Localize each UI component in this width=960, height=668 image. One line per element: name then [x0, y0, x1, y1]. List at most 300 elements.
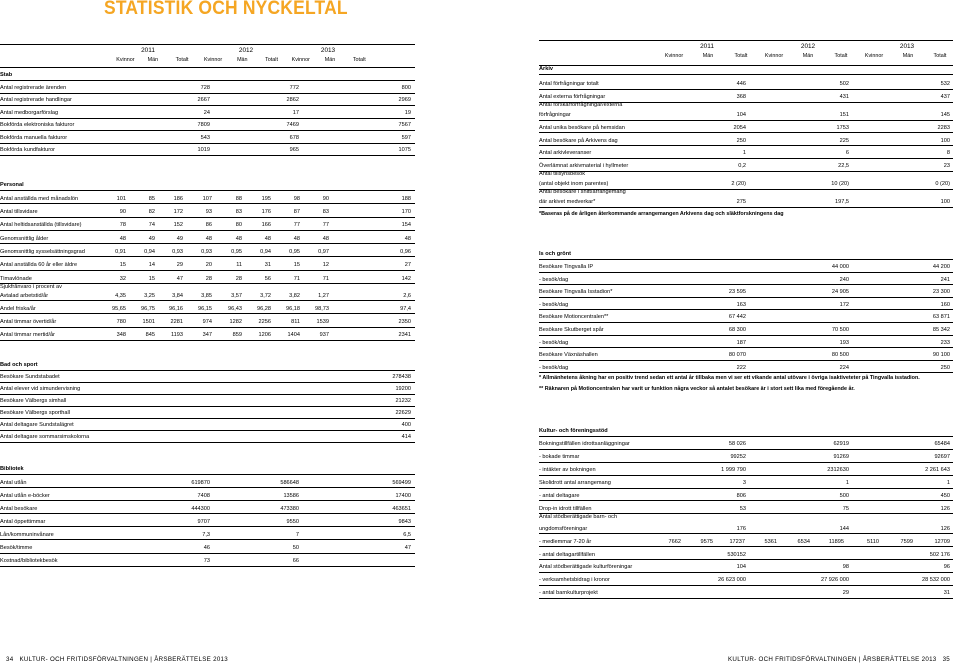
table-cell: 90: [119, 209, 126, 215]
table-cell: 176: [736, 525, 746, 532]
table-cell: 48: [322, 235, 329, 242]
row-label: - besök/dag: [539, 339, 569, 346]
row-label: Besökare Välbergs sporthall: [0, 410, 70, 417]
table-cell: 46: [203, 545, 210, 551]
table-cell: 2,6: [403, 292, 411, 299]
table-cell: 463651: [392, 505, 411, 512]
year-label: 2011: [141, 47, 155, 54]
table-cell: 48: [235, 235, 242, 242]
table-cell: 0 (20): [935, 181, 950, 188]
row-label: Besökare Välbergs simhall: [0, 398, 67, 405]
table-cell: 47: [176, 275, 183, 282]
table-row: [539, 309, 953, 323]
table-cell: 126: [940, 525, 950, 532]
row-label: Antal tillsynsbesök: [539, 171, 586, 178]
table-cell: 24 905: [831, 289, 849, 296]
table-cell: 100: [940, 199, 950, 206]
table-cell: 3,57: [231, 292, 242, 299]
row-label: Antal timmar övertid/år: [0, 319, 57, 326]
table-cell: 7599: [900, 538, 913, 545]
table-row: [539, 347, 953, 361]
table-cell: 23 595: [728, 289, 746, 296]
table-cell: 56: [264, 275, 271, 282]
row-label: Antal utlån: [0, 479, 27, 486]
table-cell: 85: [148, 195, 155, 202]
gender-col-label: Män: [237, 57, 248, 63]
table-cell: 6534: [797, 538, 810, 545]
row-label: Drop-in idrott tillfällen: [539, 505, 592, 512]
table-cell: 96,28: [257, 305, 271, 312]
table-cell: 2 261 643: [925, 467, 950, 474]
table-cell: 250: [940, 364, 950, 371]
table-cell: 278438: [392, 374, 411, 381]
table-cell: 78: [119, 222, 126, 229]
gender-col-label: Kvinnor: [203, 57, 223, 63]
page-number-right: 35: [942, 656, 951, 663]
table-row: [539, 436, 953, 450]
row-label: Skolidrott antal arrangemang: [539, 479, 611, 486]
table-cell: 9550: [286, 518, 299, 525]
table-cell: 90: [322, 195, 329, 202]
table-cell: 23 300: [932, 289, 950, 296]
table-cell: 97,4: [400, 305, 411, 312]
table-cell: 145: [940, 112, 950, 118]
table-cell: 2350: [398, 319, 411, 326]
table-cell: 4,35: [115, 292, 126, 299]
table-cell: 22,5: [838, 163, 849, 170]
table-cell: 7408: [197, 492, 210, 499]
table-cell: 28: [205, 275, 212, 282]
table-cell: 151: [839, 112, 849, 118]
table-row: [0, 487, 415, 501]
table-cell: 104: [736, 564, 746, 571]
row-label: Överlämnat arkivmaterial i hyllmeter: [539, 163, 629, 170]
table-cell: 502: [839, 81, 849, 88]
table-cell: 48: [205, 235, 212, 242]
table-row: [539, 360, 953, 374]
table-cell: 48: [119, 235, 126, 242]
section-title: Bad och sport: [0, 362, 38, 369]
table-row: [0, 217, 415, 231]
table-cell: 23: [943, 163, 950, 170]
table-cell: 24: [203, 109, 210, 116]
table-row: [539, 171, 953, 190]
table-cell: 619870: [191, 479, 210, 486]
table-cell: 368: [736, 94, 746, 100]
table-cell: 104: [736, 112, 746, 118]
table-row: [539, 322, 953, 336]
table-row: [539, 475, 953, 489]
table-cell: 154: [401, 222, 411, 229]
table-row: [0, 513, 415, 527]
table-cell: 31: [264, 262, 271, 269]
table-cell: 142: [401, 275, 411, 282]
table-row: [0, 283, 415, 301]
table-row: [539, 189, 953, 208]
table-cell: 86: [205, 222, 212, 229]
gender-col-label: Totalt: [352, 57, 366, 63]
table-cell: 29: [842, 590, 849, 597]
table-cell: 90 100: [932, 352, 950, 359]
table-cell: 965: [289, 147, 299, 154]
gender-col-label: Kvinnor: [116, 57, 135, 63]
table-cell: 1501: [142, 319, 155, 326]
table-cell: 107: [202, 195, 212, 202]
table-cell: 20: [205, 262, 212, 269]
table-cell: 7567: [398, 122, 411, 129]
table-cell: 26 623 000: [718, 577, 746, 584]
table-cell: 98: [842, 564, 849, 571]
section-header: [539, 64, 953, 75]
table-row: [539, 297, 953, 311]
row-label: Lån/kommuninvånare: [0, 531, 54, 538]
table-row: [0, 93, 415, 107]
gender-col-label: Kvinnor: [864, 53, 884, 59]
table-cell: 6,5: [403, 531, 411, 538]
row-label-line2: ungdomsföreningar: [539, 525, 588, 532]
table-cell: 3,84: [172, 292, 183, 299]
section-title: Personal: [0, 182, 24, 189]
table-cell: 15: [119, 262, 126, 269]
table-row: [539, 501, 953, 515]
row-label: Antal forskarförfrågningar/externa: [539, 102, 623, 108]
table-cell: 152: [173, 222, 183, 229]
row-label: Besökare Tingvalla Isstadion*: [539, 289, 613, 296]
footer-left: [6, 656, 228, 663]
gender-col-label: Kvinnor: [291, 57, 310, 63]
table-cell: 10 (20): [831, 181, 849, 188]
row-label: Timavlönade: [0, 275, 32, 282]
table-cell: 1,27: [318, 292, 329, 299]
row-label: Besökare Tingvalla IP: [539, 264, 594, 270]
row-label: Antal besökare på Arkivens dag: [539, 137, 618, 144]
table-cell: 197,5: [835, 199, 849, 206]
row-label: - antal deltagartillfällen: [539, 551, 595, 558]
row-label: - bokade timmar: [539, 454, 580, 461]
table-row: [539, 462, 953, 476]
table-cell: 8: [946, 150, 950, 157]
table-cell: 80 070: [728, 352, 746, 359]
table-cell: 186: [173, 195, 183, 202]
table-row: [539, 259, 953, 273]
page-title: STATISTIK OCH NYCKELTAL: [104, 0, 348, 19]
table-cell: 11: [236, 262, 242, 269]
row-label: - antal deltagare: [539, 492, 580, 499]
table-cell: 3: [742, 479, 746, 486]
row-label: Bokförda manuella fakturor: [0, 134, 68, 141]
table-row: [0, 130, 415, 144]
row-label: Antal öppettimmar: [0, 518, 46, 525]
table-cell: 63 871: [932, 314, 950, 321]
table-cell: 82: [148, 209, 155, 215]
table-cell: 188: [401, 195, 411, 202]
table-row: [0, 230, 415, 244]
table-cell: 414: [401, 434, 411, 441]
table-row: [539, 585, 953, 599]
table-cell: 88: [235, 195, 242, 202]
table-cell: 780: [116, 319, 126, 326]
table-row: [539, 488, 953, 502]
table-row: [0, 203, 415, 217]
table-cell: 87: [293, 209, 300, 215]
row-label: Besökare Motioncentralen**: [539, 314, 609, 321]
table-cell: 100: [940, 137, 950, 144]
left-statistics-table: [0, 44, 415, 604]
row-label: Genomsnittlig sysselsättningsgrad: [0, 248, 85, 255]
year-label: 2012: [238, 47, 254, 54]
row-label: Antal arkivleveranser: [539, 150, 592, 157]
table-cell: 233: [940, 339, 950, 346]
table-cell: 5361: [764, 538, 777, 545]
row-label: Andel friska/år: [0, 305, 36, 312]
row-label: Antal externa förfrågningar: [539, 94, 606, 100]
table-cell: 1075: [398, 147, 411, 154]
row-label: Antal timmar mertid/år: [0, 332, 56, 339]
table-row: [539, 572, 953, 586]
row-label: - antal barnkulturprojekt: [539, 590, 598, 597]
footer-left-text: KULTUR- OCH FRITIDSFÖRVALTNINGEN | ÅRSBERÄTTELSE 2013: [19, 656, 229, 663]
table-cell: 80: [235, 222, 242, 229]
gender-col-label: Män: [702, 53, 714, 59]
year-header: [539, 40, 953, 66]
table-row: [0, 80, 415, 94]
row-label: Bokförda elektroniska fakturor: [0, 122, 75, 129]
table-cell: 728: [200, 84, 210, 91]
row-label: - besök/dag: [539, 276, 569, 283]
table-cell: 75: [842, 505, 849, 512]
table-cell: 27: [404, 262, 411, 269]
table-cell: 163: [736, 301, 746, 308]
table-cell: 974: [202, 319, 212, 326]
table-cell: 99252: [730, 454, 746, 461]
table-row: [0, 500, 415, 514]
table-cell: 144: [839, 525, 849, 532]
table-cell: 859: [232, 332, 242, 339]
table-cell: 0,2: [738, 163, 746, 170]
table-cell: 93: [205, 209, 212, 215]
row-label-line2: förfrågningar: [539, 112, 571, 118]
table-cell: 800: [401, 84, 411, 91]
table-cell: 172: [173, 209, 183, 215]
footnote: *Baseras på de årligen återkommande arrangemangen Arkivens dag och släktforskningens dag: [539, 210, 784, 217]
table-cell: 3,72: [260, 292, 271, 299]
table-cell: 0,94: [144, 248, 155, 255]
table-cell: 193: [839, 339, 849, 346]
table-cell: 48: [404, 235, 411, 242]
table-cell: 19: [404, 109, 411, 116]
table-cell: 2312630: [827, 467, 849, 474]
table-cell: 28 532 000: [922, 577, 950, 584]
table-cell: 530152: [727, 551, 746, 558]
table-row: [0, 300, 415, 314]
table-cell: 17: [292, 109, 299, 116]
table-cell: 0,95: [289, 248, 300, 255]
section-title: Bibliotek: [0, 466, 24, 473]
table-cell: 845: [145, 332, 155, 339]
table-cell: 96,15: [198, 305, 212, 312]
table-cell: 49: [176, 235, 183, 242]
row-label: Antal registrerade ärenden: [0, 84, 67, 91]
row-label: - medlemmar 7-20 år: [539, 538, 592, 545]
table-row: [539, 449, 953, 463]
row-label-line2: Avtalad arbetstid/år: [0, 292, 49, 299]
table-cell: 73: [203, 558, 210, 565]
table-cell: 48: [293, 235, 300, 242]
table-cell: 225: [839, 137, 849, 144]
table-cell: 811: [291, 319, 300, 326]
table-cell: 7809: [197, 122, 210, 129]
table-cell: 48: [264, 235, 271, 242]
table-cell: 241: [940, 276, 950, 283]
table-cell: 27 926 000: [821, 577, 849, 584]
table-cell: 431: [839, 94, 849, 100]
row-label: Antal förfrågningar totalt: [539, 81, 599, 88]
right-statistics-table: [539, 40, 953, 600]
table-cell: 444300: [191, 505, 210, 512]
footnote: * Allmänhetens åkning har en positiv trend sedan ett antal år tillbaka men vi ser ett vikande antal utövare i övriga isaktiveteter på Tingvalla isstadion.: [539, 375, 920, 382]
table-cell: 450: [940, 492, 950, 499]
table-cell: 0,93: [201, 248, 212, 255]
table-cell: 85 342: [932, 327, 950, 333]
row-label: Bokförda kundfakturor: [0, 147, 56, 154]
gender-col-label: Totalt: [834, 53, 848, 59]
table-cell: 1019: [197, 147, 210, 154]
table-cell: 80 500: [831, 352, 849, 359]
row-label: Sjukfrånvaro i procent av: [0, 283, 62, 290]
section-title: Is och grönt: [539, 251, 572, 258]
gender-col-label: Män: [147, 57, 159, 63]
table-row: [539, 335, 953, 349]
table-cell: 195: [261, 195, 271, 202]
row-label: - intäkter av bokningen: [539, 467, 596, 474]
table-cell: 678: [289, 134, 299, 141]
table-cell: 347: [202, 332, 212, 339]
table-cell: 0,91: [115, 248, 126, 255]
table-cell: 1193: [170, 332, 183, 339]
section-title: Kultur- och föreningsstöd: [539, 428, 608, 435]
table-cell: 15: [148, 275, 155, 282]
table-cell: 53: [739, 505, 746, 512]
table-row: [539, 89, 953, 103]
gender-col-label: Män: [802, 53, 814, 59]
table-cell: 0,95: [231, 248, 242, 255]
table-cell: 1404: [287, 332, 300, 339]
table-cell: 400: [401, 422, 411, 429]
table-row: [539, 145, 953, 159]
table-cell: 58 026: [728, 441, 746, 448]
table-cell: 96,18: [286, 305, 300, 312]
table-cell: 222: [736, 364, 746, 371]
row-label: - besök/dag: [539, 301, 569, 308]
gender-col-label: Totalt: [734, 53, 748, 59]
row-label: Antal elever vid simundervisning: [0, 386, 81, 393]
table-row: [539, 284, 953, 298]
table-row: [0, 540, 415, 554]
table-cell: 772: [289, 84, 299, 91]
table-cell: 62919: [833, 441, 849, 448]
table-cell: 101: [116, 195, 126, 202]
footnote: ** Räknaren på Motioncentralen har varit ur funktion några veckor så antalet besökare är i stort sett lika med föregående år.: [539, 386, 855, 393]
table-cell: 68 300: [728, 327, 746, 333]
table-cell: 166: [261, 222, 271, 229]
table-cell: 22629: [395, 410, 411, 417]
table-cell: 348: [116, 332, 126, 339]
table-row: [0, 327, 415, 341]
row-label: Antal stödberättigade kulturföreningar: [539, 564, 633, 571]
table-cell: 1539: [316, 319, 329, 326]
table-cell: 21232: [395, 398, 411, 405]
table-row: [539, 559, 953, 573]
table-cell: 12: [322, 262, 329, 269]
table-cell: 96,75: [141, 305, 155, 312]
table-row: [0, 474, 415, 488]
table-cell: 9575: [700, 538, 713, 545]
table-row: [0, 270, 415, 284]
row-label: Antal deltagare Sundstalägret: [0, 422, 74, 429]
table-cell: 83: [235, 209, 242, 215]
row-label: Besökare Växnäshallen: [539, 352, 598, 359]
table-cell: 437: [940, 94, 950, 100]
table-row: [0, 190, 415, 204]
table-cell: 1: [946, 479, 950, 486]
table-cell: 96,16: [169, 305, 183, 312]
table-cell: 70 500: [831, 327, 849, 333]
table-cell: 47: [404, 545, 411, 551]
table-cell: 28: [235, 275, 242, 282]
table-cell: 0,93: [172, 248, 183, 255]
table-cell: 597: [401, 134, 411, 141]
table-cell: 2281: [170, 319, 183, 326]
table-cell: 29: [176, 262, 183, 269]
table-cell: 2 (20): [731, 181, 746, 188]
table-cell: 5110: [866, 538, 879, 545]
row-label: Antal besökare: [0, 505, 38, 512]
table-cell: 44 000: [831, 264, 849, 270]
row-label-line2: där arkivet medverkar*: [539, 199, 596, 206]
table-cell: 49: [148, 235, 155, 242]
table-cell: 500: [839, 492, 849, 499]
table-cell: 65484: [934, 441, 950, 448]
gender-col-label: Totalt: [175, 57, 189, 63]
row-label: Besökare Sundstabadet: [0, 374, 60, 381]
table-cell: 9707: [197, 518, 210, 525]
table-cell: 83: [322, 209, 329, 215]
row-label: - verksamhetsbidrag i kronor: [539, 577, 610, 584]
table-cell: 275: [736, 199, 746, 206]
page-number-left: 34: [6, 656, 14, 663]
table-cell: 806: [736, 492, 746, 499]
table-cell: 11895: [828, 538, 844, 545]
table-cell: 0,97: [318, 248, 329, 255]
table-cell: 1: [742, 150, 746, 157]
table-cell: 7469: [286, 122, 299, 129]
table-cell: 532: [940, 81, 950, 88]
table-row: [539, 120, 953, 134]
year-label: 2013: [899, 43, 915, 50]
table-cell: 7662: [668, 538, 681, 545]
table-row: [0, 313, 415, 327]
table-row: [539, 546, 953, 560]
table-cell: 543: [200, 134, 210, 141]
row-label: Antal utlån e-böcker: [0, 492, 50, 499]
table-row: [539, 132, 953, 146]
year-label: 2012: [800, 43, 816, 50]
table-cell: 937: [319, 332, 329, 339]
table-cell: 98,73: [315, 305, 329, 312]
table-row: [0, 430, 415, 443]
table-cell: 586648: [280, 479, 299, 486]
table-row: [0, 105, 415, 119]
